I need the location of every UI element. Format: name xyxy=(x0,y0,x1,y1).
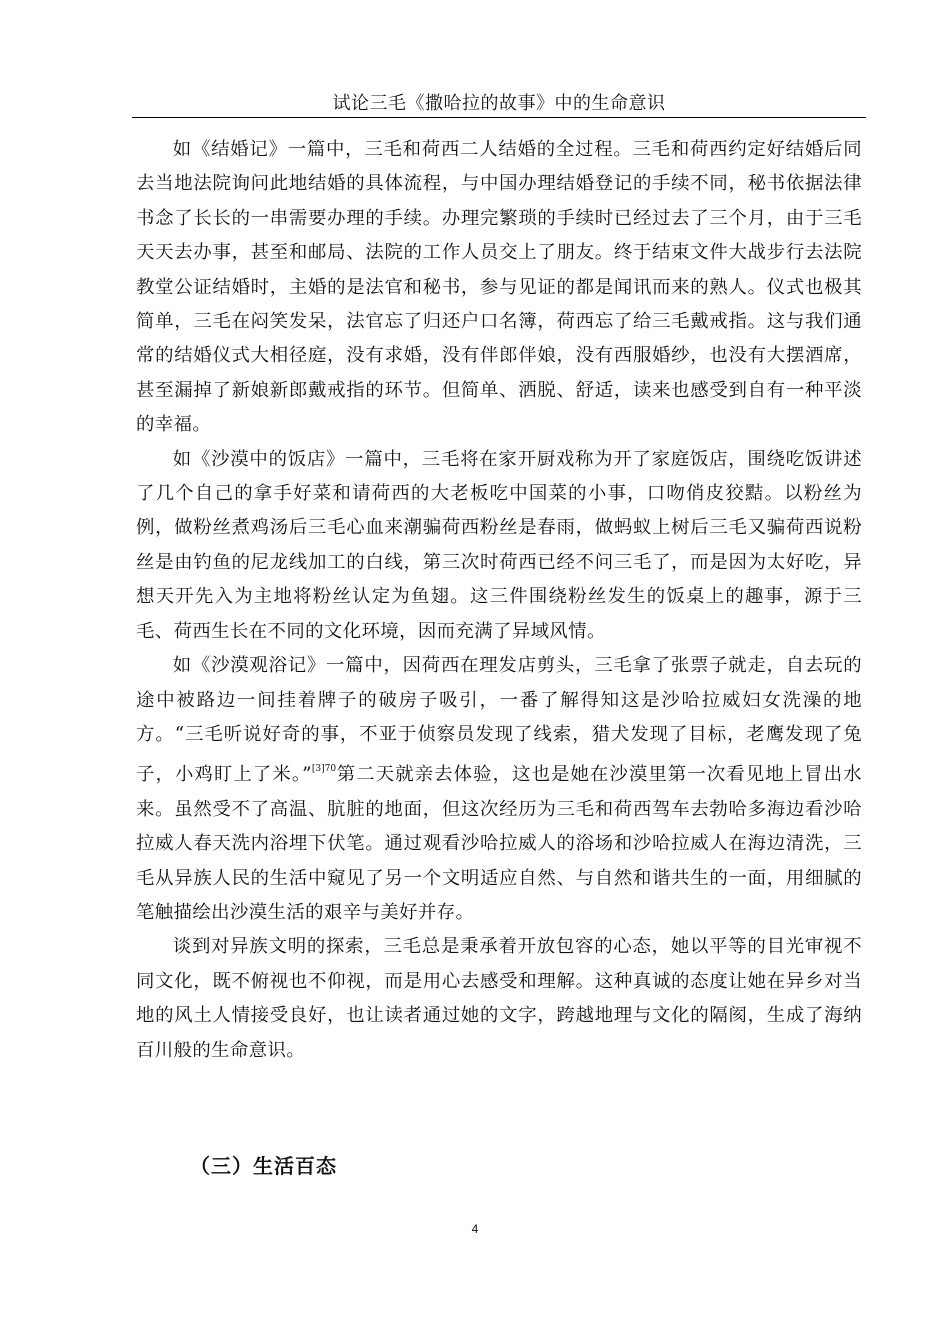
running-header: 试论三毛《撒哈拉的故事》中的生命意识 xyxy=(332,93,666,114)
section-heading: （三）生活百态 xyxy=(190,1154,337,1178)
paragraph-marriage: 如《结婚记》一篇中，三毛和荷西二人结婚的全过程。三毛和荷西约定好结婚后同去当地法院询问此地结婚的具体流程，与中国办理结婚登记的手续不同，秘书依据法律书念了长长的一串需要办理的手续。办理完繁琐的手续时已经过去了三个月，由于三毛天天去办事，甚至和邮局、法院的工作人员交上了朋友。终于结束文件大战步行去法院教堂公证结婚时，主婚的是法官和秘书，参与见证的都是闻讯而来的熟人。仪式也极其简单，三毛在闷笑发呆，法官忘了归还户口名簿，荷西忘了给三毛戴戒指。这与我们通常的结婚仪式大相径庭，没有求婚，没有伴郎伴娘，没有西服婚纱，也没有大摆酒席，甚至漏掉了新娘新郎戴戒指的环节。但简单、洒脱、舒适，读来也感受到自有一种平淡的幸福。 xyxy=(136,139,862,436)
paragraph-bath-part-1: 如《沙漠观浴记》一篇中，因荷西在理发店剪头，三毛拿了张票子就走，自去玩的途中被路边一间挂着牌子的破房子吸引，一番了解得知这是沙哈拉威妇女洗澡的地方。“三毛听说好奇的事，不亚于侦察员发现了线索，猎犬发现了目标，老鹰发现了兔子，小鸡盯上了米。” xyxy=(136,655,862,786)
paragraph-bath xyxy=(136,649,862,930)
paragraph-bath-part-2: 第二天就亲去体验，这也是她在沙漠里第一次看见地上冒出水来。虽然受不了高温、肮脏的地面，但这次经历为三毛和荷西驾车去勃哈多海边看沙哈拉威人春天洗内浴埋下伏笔。通过观看沙哈拉威人的浴场和沙哈拉威人在海边清洗，三毛从异族人民的生活中窥见了另一个文明适应自然、与自然和谐共生的一面，用细腻的笔触描绘出沙漠生活的艰辛与美好并存。 xyxy=(136,764,862,923)
paragraph-restaurant: 如《沙漠中的饭店》一篇中，三毛将在家开厨戏称为开了家庭饭店，围绕吃饭讲述了几个自己的拿手好菜和请荷西的大老板吃中国菜的小事，口吻俏皮狡黠。以粉丝为例，做粉丝煮鸡汤后三毛心血来潮骗荷西粉丝是春雨，做蚂蚁上树后三毛又骗荷西说粉丝是由钓鱼的尼龙线加工的白线，第三次时荷西已经不问三毛了，而是因为太好吃，异想天开先入为主地将粉丝认定为鱼翅。这三件围绕粉丝发生的饭桌上的趣事，源于三毛、荷西生长在不同的文化环境，因而充满了异域风情。 xyxy=(136,448,862,642)
body-text xyxy=(136,133,862,1068)
paragraph-exploration: 谈到对异族文明的探索，三毛总是秉承着开放包容的心态，她以平等的目光审视不同文化，既不俯视也不仰视，而是用心去感受和理解。这种真诚的态度让她在异乡对当地的风土人情接受良好，也让读者通过她的文字，跨越地理与文化的隔阂，生成了海纳百川般的生命意识。 xyxy=(136,936,862,1061)
header-divider xyxy=(132,117,866,118)
page-number: 4 xyxy=(471,1222,479,1236)
citation-reference: [3]70 xyxy=(311,764,337,775)
